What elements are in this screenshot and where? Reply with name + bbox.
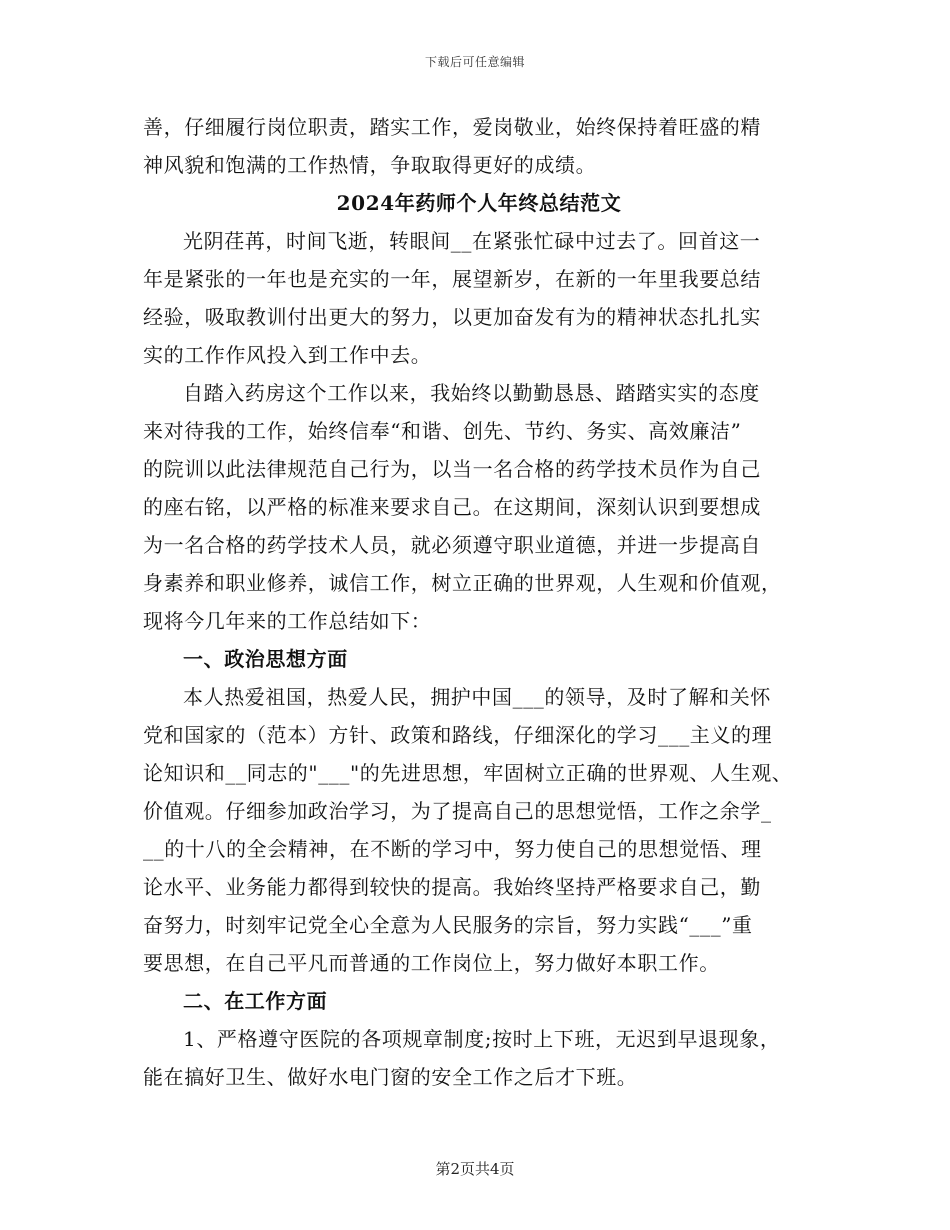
section-heading-work: 二、在工作方面	[183, 989, 328, 1013]
body-line: 善，仔细履行岗位职责，踏实工作，爱岗敬业，始终保持着旺盛的精	[143, 115, 761, 139]
body-line: 价值观。仔细参加政治学习，为了提高自己的思想觉悟，工作之余学_	[143, 799, 772, 823]
body-line: 来对待我的工作，始终信奉“和谐、创先、节约、务实、高效廉洁”	[143, 419, 742, 443]
paragraph-start-line: 本人热爱祖国，热爱人民，拥护中国___的领导，及时了解和关怀	[183, 685, 771, 709]
paragraph-start-line: 自踏入药房这个工作以来，我始终以勤勤恳恳、踏踏实实的态度	[183, 381, 760, 405]
body-line: 神风貌和饱满的工作热情，争取取得更好的成绩。	[143, 153, 597, 177]
body-line: 为一名合格的药学技术人员，就必须遵守职业道德，并进一步提高自	[143, 533, 761, 557]
body-line: 要思想，在自己平凡而普通的工作岗位上，努力做好本职工作。	[143, 951, 720, 975]
header-note: 下载后可任意编辑	[424, 55, 525, 69]
section-heading-politics: 一、政治思想方面	[183, 647, 348, 671]
body-line: 的座右铭，以严格的标准来要求自己。在这期间，深刻认识到要想成	[143, 495, 761, 519]
paragraph-start-line: 光阴荏苒，时间飞逝，转眼间__在紧张忙碌中过去了。回首这一	[183, 229, 761, 253]
page-number: 第2页共4页	[435, 1160, 515, 1178]
body-line: 身素养和职业修养，诚信工作，树立正确的世界观，人生观和价值观，	[143, 571, 782, 595]
body-line: 能在搞好卫生、做好水电门窗的安全工作之后才下班。	[143, 1065, 638, 1089]
body-line: __的十八的全会精神，在不断的学习中，努力使自己的思想觉悟、理	[143, 837, 762, 861]
body-line: 的院训以此法律规范自己行为，以当一名合格的药学技术员作为自己	[143, 457, 761, 481]
body-line: 党和国家的（范本）方针、政策和路线，仔细深化的学习___主义的理	[143, 723, 773, 747]
body-line: 论知识和__同志的"___"的先进思想，牢固树立正确的世界观、人生观、	[143, 761, 793, 785]
paragraph-start-line: 1、严格遵守医院的各项规章制度;按时上下班，无迟到早退现象，	[183, 1027, 781, 1051]
body-line: 年是紧张的一年也是充实的一年，展望新岁，在新的一年里我要总结	[143, 267, 761, 291]
body-line: 奋努力，时刻牢记党全心全意为人民服务的宗旨，努力实践“___”重	[143, 913, 753, 937]
body-line: 经验，吸取教训付出更大的努力，以更加奋发有为的精神状态扎扎实	[143, 305, 761, 329]
document-body	[143, 108, 815, 1096]
body-line: 实的工作作风投入到工作中去。	[143, 343, 432, 367]
document-title: 2024年药师个人年终总结范文	[336, 191, 622, 215]
body-line: 现将今几年来的工作总结如下：	[143, 609, 432, 633]
body-line: 论水平、业务能力都得到较快的提高。我始终坚持严格要求自己，勤	[143, 875, 761, 899]
